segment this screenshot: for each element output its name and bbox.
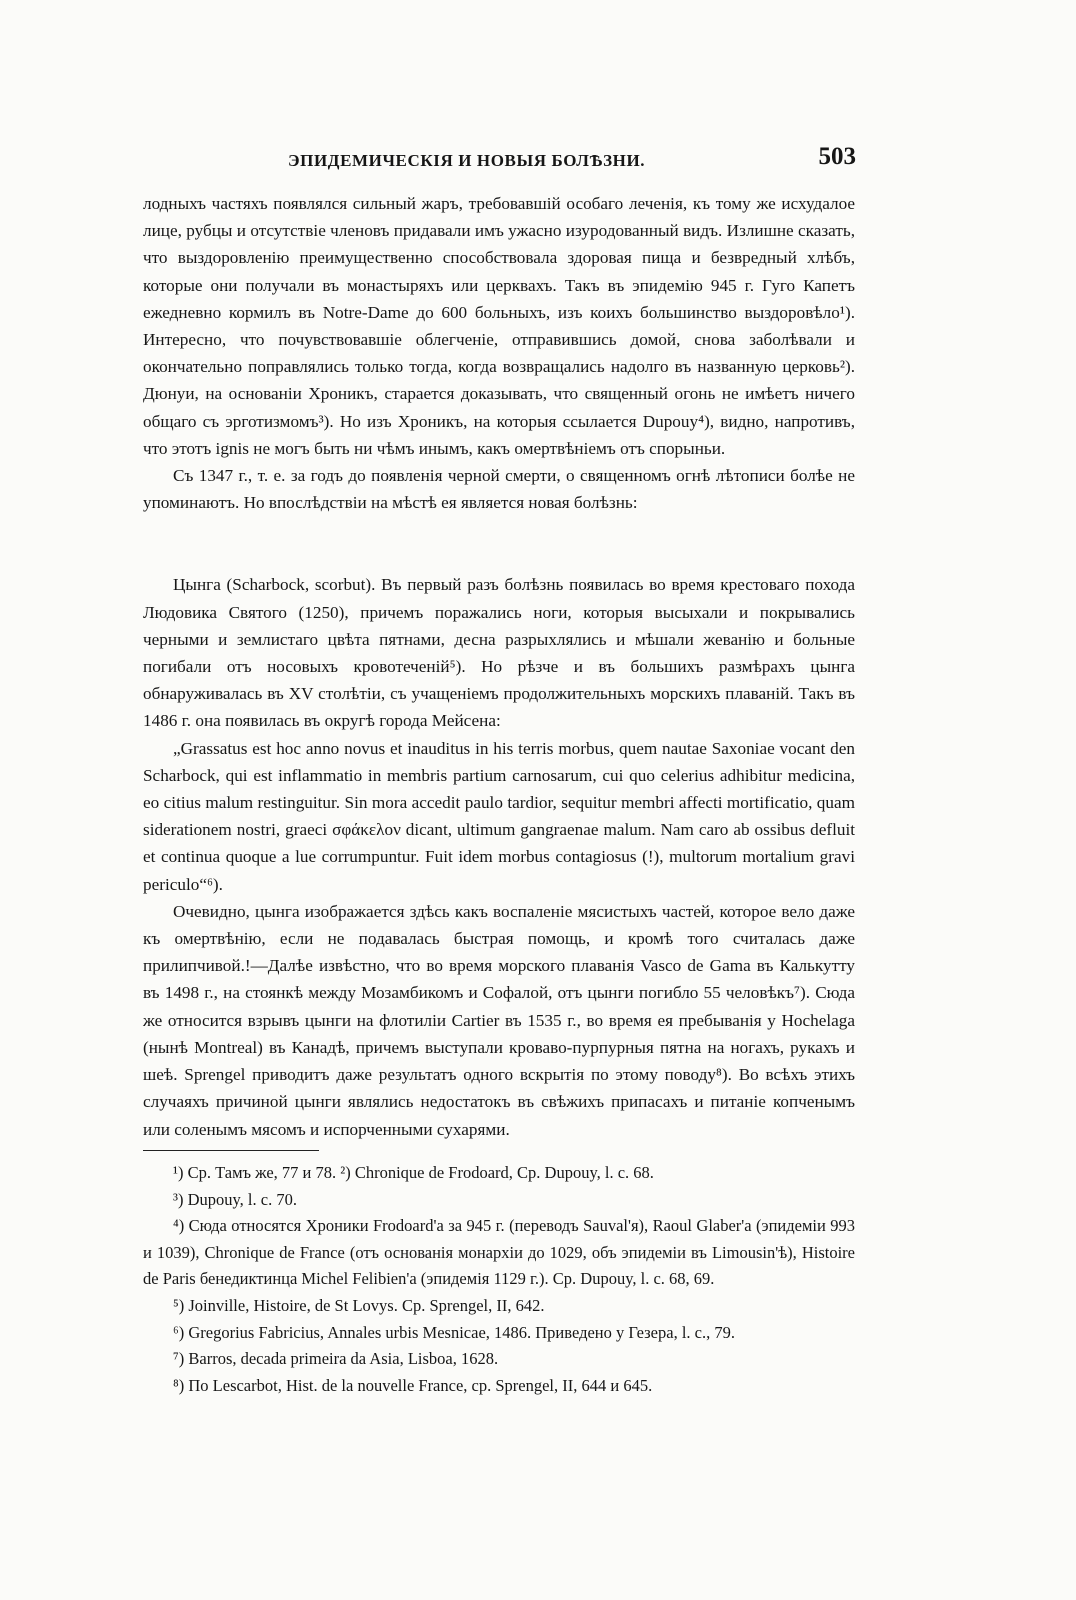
footnote-7: ⁷) Barros, decada primeira da Asia, Lisboa, 1628. [173,1349,499,1369]
paragraph-scurvy-intro: Цынга (Scharbock, scorbut). Въ первый разъ болѣзнь появилась во время крестоваго похода Людовика Святого (1250), причемъ поражались ноги, которыя высыхали и покрывались черными и землистаго цвѣта пятнами, десна разрыхлялись и мѣшали жеванію и больные погибали отъ носовыхъ кровотеченій⁵). Но рѣзче и въ большихъ размѣрахъ цынга обнаруживалась въ XV столѣтіи, съ учащеніемъ продолжительныхъ морскихъ плаваній. Такъ въ 1486 г. она появилась въ округѣ города Мейсена: [143,575,855,731]
footnote-8: ⁸) По Lescarbot, Hist. de la nouvelle France, cp. Sprengel, II, 644 и 645. [173,1375,653,1395]
footnotes [143,1160,855,1399]
page-header [288,143,856,177]
footnote-1-2: ¹) Cp. Тамъ же, 77 и 78. ²) Chronique de Frodoard, Cp. Dupouy, l. c. 68. [173,1163,654,1182]
footnote-5: ⁵) Joinville, Histoire, de St Lovys. Cp. Sprengel, II, 642. [173,1295,545,1315]
paragraph-scurvy-history: Очевидно, цынга изображается здѣсь какъ воспаленіе мясистыхъ частей, которое вело даже къ омертвѣнію, если не подавалась быстрая помощь, и кромѣ того считалась даже прилипчивой.!—Далѣе извѣстно, что во время морского плаванія Vasco de Gama въ Калькутту въ 1498 г., на стоянкѣ между Мозамбикомъ и Софалой, отъ цынги погибло 55 человѣкъ⁷). Сюда же относится взрывъ цынги на флотиліи Cartier въ 1535 г., во время ея пребыванія у Hochelaga (нынѣ Montreal) въ Канадѣ, причемъ выступали кроваво-пурпурныя пятна на ногахъ, рукахъ и шеѣ. Sprengel приводитъ даже результатъ одного вскрытія по этому поводу⁸). Во всѣхъ этихъ случаяхъ причиной цынги являлись недостатокъ въ свѣжихъ припасахъ и питаніе копченымъ или соленымъ мясомъ и испорченными сухарями. [143,901,855,1139]
running-head: ЭПИДЕМИЧЕСКІЯ И НОВЫЯ БОЛѢЗНИ. [288,151,646,170]
paragraph-sacred-fire: Съ 1347 г., т. е. за годъ до появленія черной смерти, о священномъ огнѣ лѣтописи болѣе не упоминаютъ. Но впослѣдствіи на мѣстѣ ея является новая болѣзнь: [143,466,855,513]
section-gap [143,516,855,571]
page-number: 503 [818,143,856,170]
footnote-4: ⁴) Сюда относятся Хроники Frodoard'a за 945 г. (переводъ Sauval'я), Raoul Glaber'a (эпидеміи 993 и 1039), Chronique de France (отъ основанія монархіи до 1029, объ эпидеміи въ Limousin'ѣ), Histoire de Paris бенедиктинца Michel Felibien'a (эпидемія 1129 г.). Cp. Dupouy, l. c. 68, 69. [143,1216,855,1289]
latin-quotation: „Grassatus est hoc anno novus et inauditus in his terris morbus, quem nautae Saxoniae vocant den Scharbock, qui est inflammatio in membris partium carnosarum, cui quo celerius adhibitur medicina, eo citius malum restinguitur. Sin mora accedit paulo tardior, sequitur membri affecti mortificatio, quam siderationem nostri, graeci σφάκελον dicant, ultimum gangraenae malum. Nam caro ab ossibus defluit et continua quoque a lue corrumpuntur. Fuit idem morbus contagiosus (!), multorum mortalium gravi periculo“⁶). [143,738,855,894]
footnote-6: ⁶) Gregorius Fabricius, Annales urbis Mesnicae, 1486. Приведено у Гезера, l. c., 79. [173,1322,735,1342]
footnote-rule [143,1150,319,1151]
paragraph-continuation: лодныхъ частяхъ появлялся сильный жаръ, требовавшій особаго леченія, къ тому же исхудалое лице, рубцы и отсутствіе членовъ придавали имъ ужасно изуродованный видъ. Излишне сказать, что выздоровленію преимущественно способствовала здоровая пища и безвредный хлѣбъ, которые они получали въ монастыряхъ или церквахъ. Такъ въ эпидемію 945 г. Гуго Капетъ ежедневно кормилъ въ Notre-Dame до 600 больныхъ, изъ коихъ большинство выздоровѣло¹). Интересно, что почувствовавшіе облегченіе, отправившись домой, снова заболѣвали и окончательно поправлялись только тогда, когда возвращались надолго въ названную церковь²). Дюнуи, на основаніи Хроникъ, старается доказывать, что священный огонь не имѣетъ ничего общаго съ эрготизмомъ³). Но изъ Хроникъ, на которыя ссылается Dupouy⁴), видно, напротивъ, что этотъ ignis не могъ быть ни чѣмъ инымъ, какъ омертвѣніемъ отъ спорыньи. [143,194,855,458]
body-text [143,190,855,1143]
footnote-3: ³) Dupouy, l. c. 70. [173,1189,297,1209]
